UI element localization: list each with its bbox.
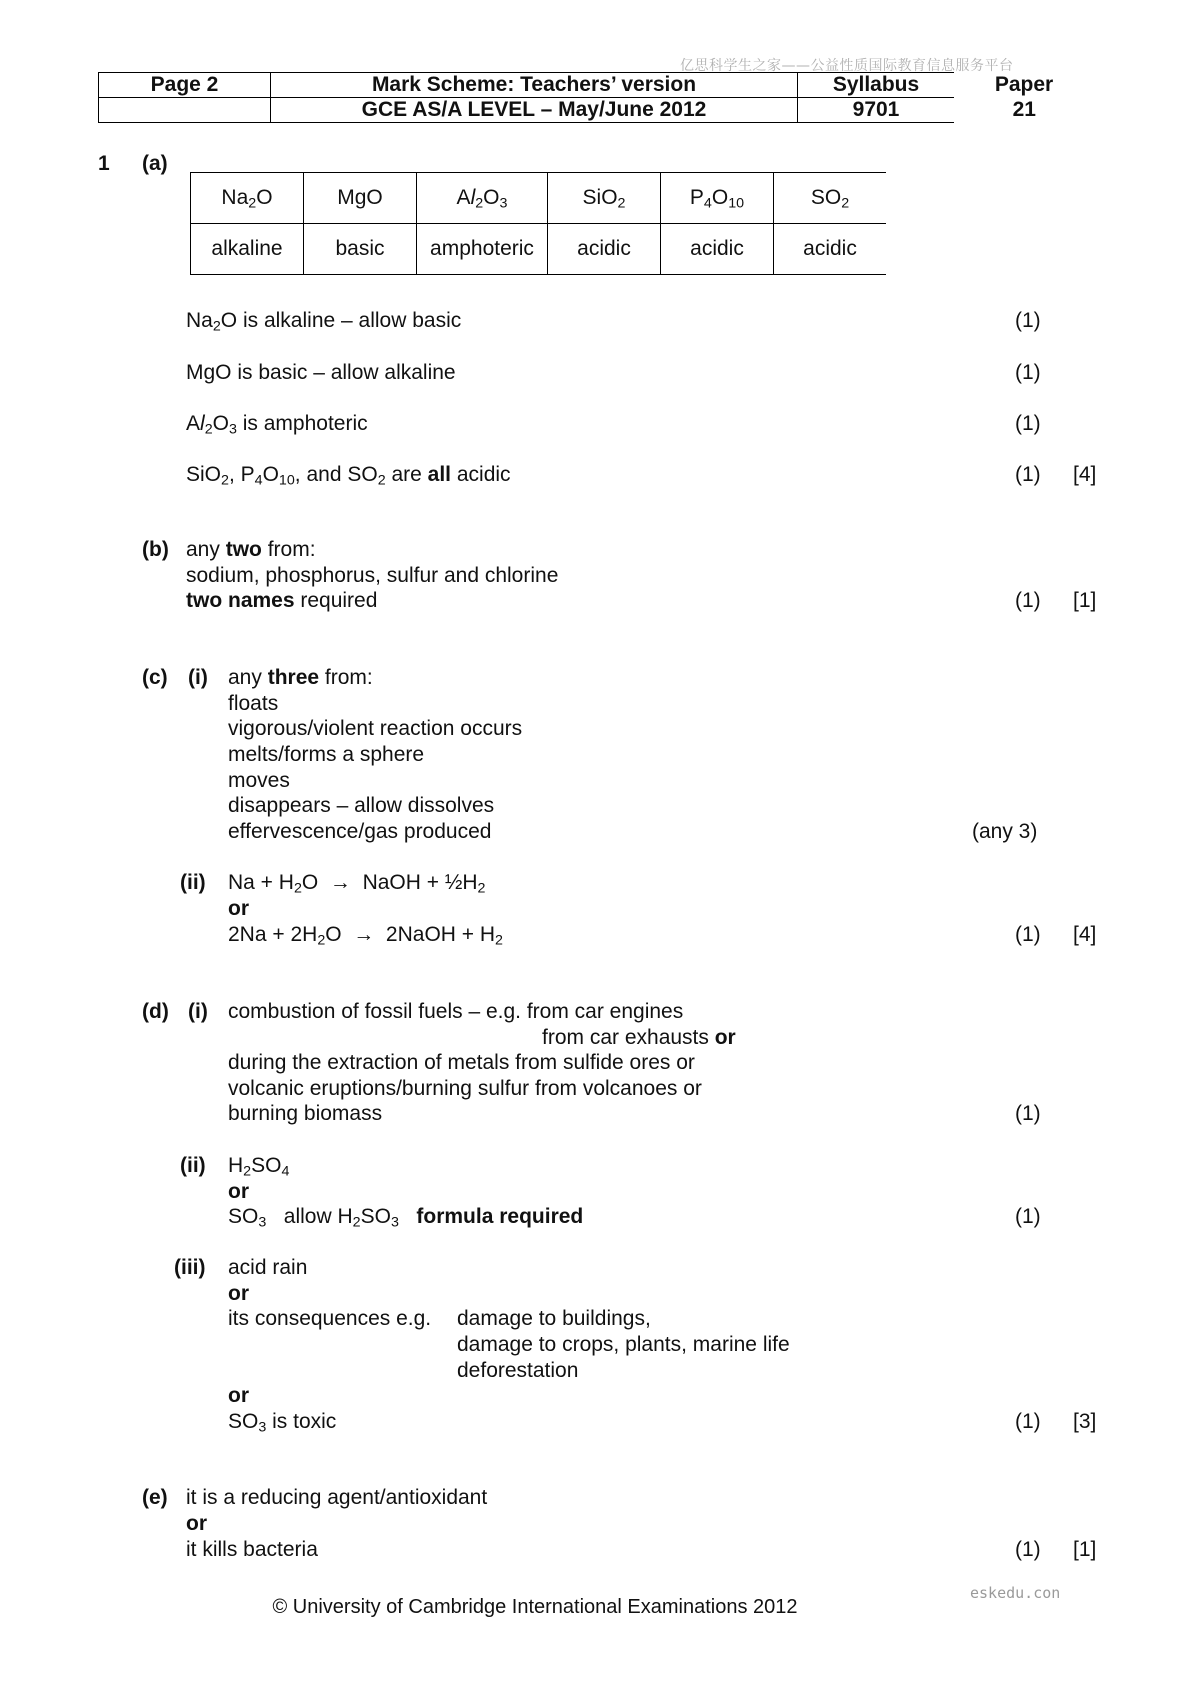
total-mark: [1] — [1073, 1538, 1097, 1561]
mark: (1) — [1015, 463, 1041, 486]
document-subtitle: GCE AS/A LEVEL – May/June 2012 — [271, 98, 798, 123]
answer-text: , and SO — [294, 463, 378, 486]
answer-line: during the extraction of metals from sulfide ores or — [228, 1051, 695, 1074]
answer-text: any — [228, 666, 268, 689]
answer-text: acidic — [451, 463, 511, 486]
footer-copyright: © University of Cambridge International Examinations 2012 — [272, 1596, 798, 1618]
emphasis: two — [225, 538, 262, 561]
answer-line: $SO_3$ is toxic — [228, 1410, 337, 1436]
answer-text: is toxic — [266, 1410, 337, 1433]
formula: $H_2SO_4$ — [228, 1154, 290, 1180]
answer-line — [186, 590, 377, 611]
part-a-label: (a) — [142, 152, 168, 175]
paper-label: Paper — [994, 73, 1054, 96]
type-cell: acidic — [774, 224, 887, 275]
part-e-label: (e) — [142, 1486, 168, 1509]
syllabus-value: 9701 — [798, 98, 955, 123]
part-c-label: (c) — [142, 666, 168, 689]
part-d-label: (d) — [142, 1000, 169, 1023]
total-mark: [4] — [1073, 463, 1097, 486]
emphasis: two names — [186, 589, 295, 612]
list-item: floats — [228, 692, 279, 715]
header-blank-cell — [99, 98, 271, 123]
or-text: or — [228, 1282, 249, 1305]
answer-line: acid rain — [228, 1256, 308, 1279]
answer-text: are — [385, 463, 428, 486]
subpart-iii-label: (iii) — [174, 1256, 206, 1279]
answer-line: it kills bacteria — [186, 1538, 318, 1561]
document-title: Mark Scheme: Teachers’ version — [271, 73, 798, 98]
answer-line: MgO is basic – allow alkaline — [186, 361, 456, 384]
oxide-p4o10: $P_4O_{10}$ — [661, 173, 774, 224]
mark: (1) — [1015, 361, 1041, 384]
part-b-label: (b) — [142, 538, 169, 561]
subpart-i-label: (i) — [188, 1000, 208, 1023]
any3-note: (any 3) — [972, 820, 1038, 843]
oxide-al2o3: $Al_2O_3$ — [417, 173, 548, 224]
answer-text: required — [294, 589, 378, 612]
answer-line: sodium, phosphorus, sulfur and chlorine — [186, 564, 559, 587]
mark: (1) — [1015, 1410, 1041, 1433]
answer-line: volcanic eruptions/burning sulfur from volcanoes or — [228, 1077, 702, 1100]
type-cell: basic — [304, 224, 417, 275]
answer-line: combustion of fossil fuels – e.g. from car engines — [228, 1000, 684, 1023]
question-number: 1 — [98, 152, 110, 175]
watermark-bottom: eskedu.con — [970, 1584, 1061, 1602]
answer-line: $Al_2O_3$ is amphoteric — [186, 412, 368, 438]
mark: (1) — [1015, 1205, 1041, 1228]
answer-text: from car exhausts — [542, 1026, 715, 1049]
or-text: or — [228, 1180, 249, 1203]
answer-line: $SO_3$ allow $H_2SO_3$ formula required — [228, 1205, 584, 1231]
answer-text: from: — [261, 538, 316, 561]
answer-line: $Na_2O$ is alkaline – allow basic — [186, 309, 462, 335]
type-cell: acidic — [548, 224, 661, 275]
emphasis: all — [427, 463, 452, 486]
answer-line — [228, 667, 373, 688]
mark: (1) — [1015, 589, 1041, 612]
answer-line: deforestation — [457, 1359, 579, 1382]
or-text: or — [714, 1026, 736, 1049]
answer-line: burning biomass — [228, 1102, 383, 1125]
oxide-so2: $SO_2$ — [774, 173, 887, 224]
or-text: or — [186, 1512, 207, 1535]
or-text: or — [228, 897, 249, 920]
mark: (1) — [1015, 1538, 1041, 1561]
mark: (1) — [1015, 1102, 1041, 1125]
subpart-ii-label: (ii) — [180, 871, 206, 894]
mark: (1) — [1015, 309, 1041, 332]
mark: (1) — [1015, 412, 1041, 435]
type-cell: amphoteric — [417, 224, 548, 275]
paper-value: 21 — [1012, 98, 1036, 121]
or-text: or — [228, 1384, 249, 1407]
emphasis: formula required — [416, 1205, 584, 1228]
emphasis: three — [267, 666, 320, 689]
answer-line: damage to buildings, — [457, 1307, 651, 1330]
answer-line: damage to crops, plants, marine life — [457, 1333, 790, 1356]
oxide-sio2: SiO$_2$ — [548, 173, 661, 224]
equation: $Na + H_2O$ → NaOH + $\frac{1}{2}H_2$ — [228, 871, 486, 897]
subpart-ii-label: (ii) — [180, 1154, 206, 1177]
type-cell: alkaline — [191, 224, 304, 275]
total-mark: [3] — [1073, 1410, 1097, 1433]
subpart-i-label: (i) — [188, 666, 208, 689]
list-item: vigorous/violent reaction occurs — [228, 717, 523, 740]
oxide-table — [190, 172, 886, 275]
answer-line: its consequences e.g. — [228, 1307, 432, 1330]
answer-text: from: — [319, 666, 373, 689]
answer-line — [542, 1027, 736, 1048]
mark: (1) — [1015, 923, 1041, 946]
answer-text: any — [186, 538, 226, 561]
type-cell: acidic — [661, 224, 774, 275]
total-mark: [4] — [1073, 923, 1097, 946]
equation: $2Na + 2H_2O$ → 2NaOH + $H_2$ — [228, 923, 503, 949]
oxide-mgo: MgO — [304, 173, 417, 224]
answer-text: allow H — [283, 1205, 353, 1228]
answer-text: O is alkaline – allow basic — [220, 309, 462, 332]
list-item: effervescence/gas produced — [228, 820, 492, 843]
total-mark: [1] — [1073, 589, 1097, 612]
answer-text: is amphoteric — [236, 412, 368, 435]
list-item: disappears – allow dissolves — [228, 794, 495, 817]
answer-line — [186, 539, 316, 560]
watermark-top: 亿思科学生之家——公益性质国际教育信息服务平台 — [680, 58, 1014, 74]
list-item: melts/forms a sphere — [228, 743, 425, 766]
oxide-na2o: $Na_2O$ — [191, 173, 304, 224]
header-table — [98, 72, 1095, 123]
syllabus-label: Syllabus — [798, 73, 955, 98]
list-item: moves — [228, 769, 290, 792]
answer-line: it is a reducing agent/antioxidant — [186, 1486, 488, 1509]
page-number: Page 2 — [99, 73, 271, 98]
answer-line: SiO$_2$, $P_4O_{10}$, and $SO_2$ are all acidic — [186, 463, 511, 489]
